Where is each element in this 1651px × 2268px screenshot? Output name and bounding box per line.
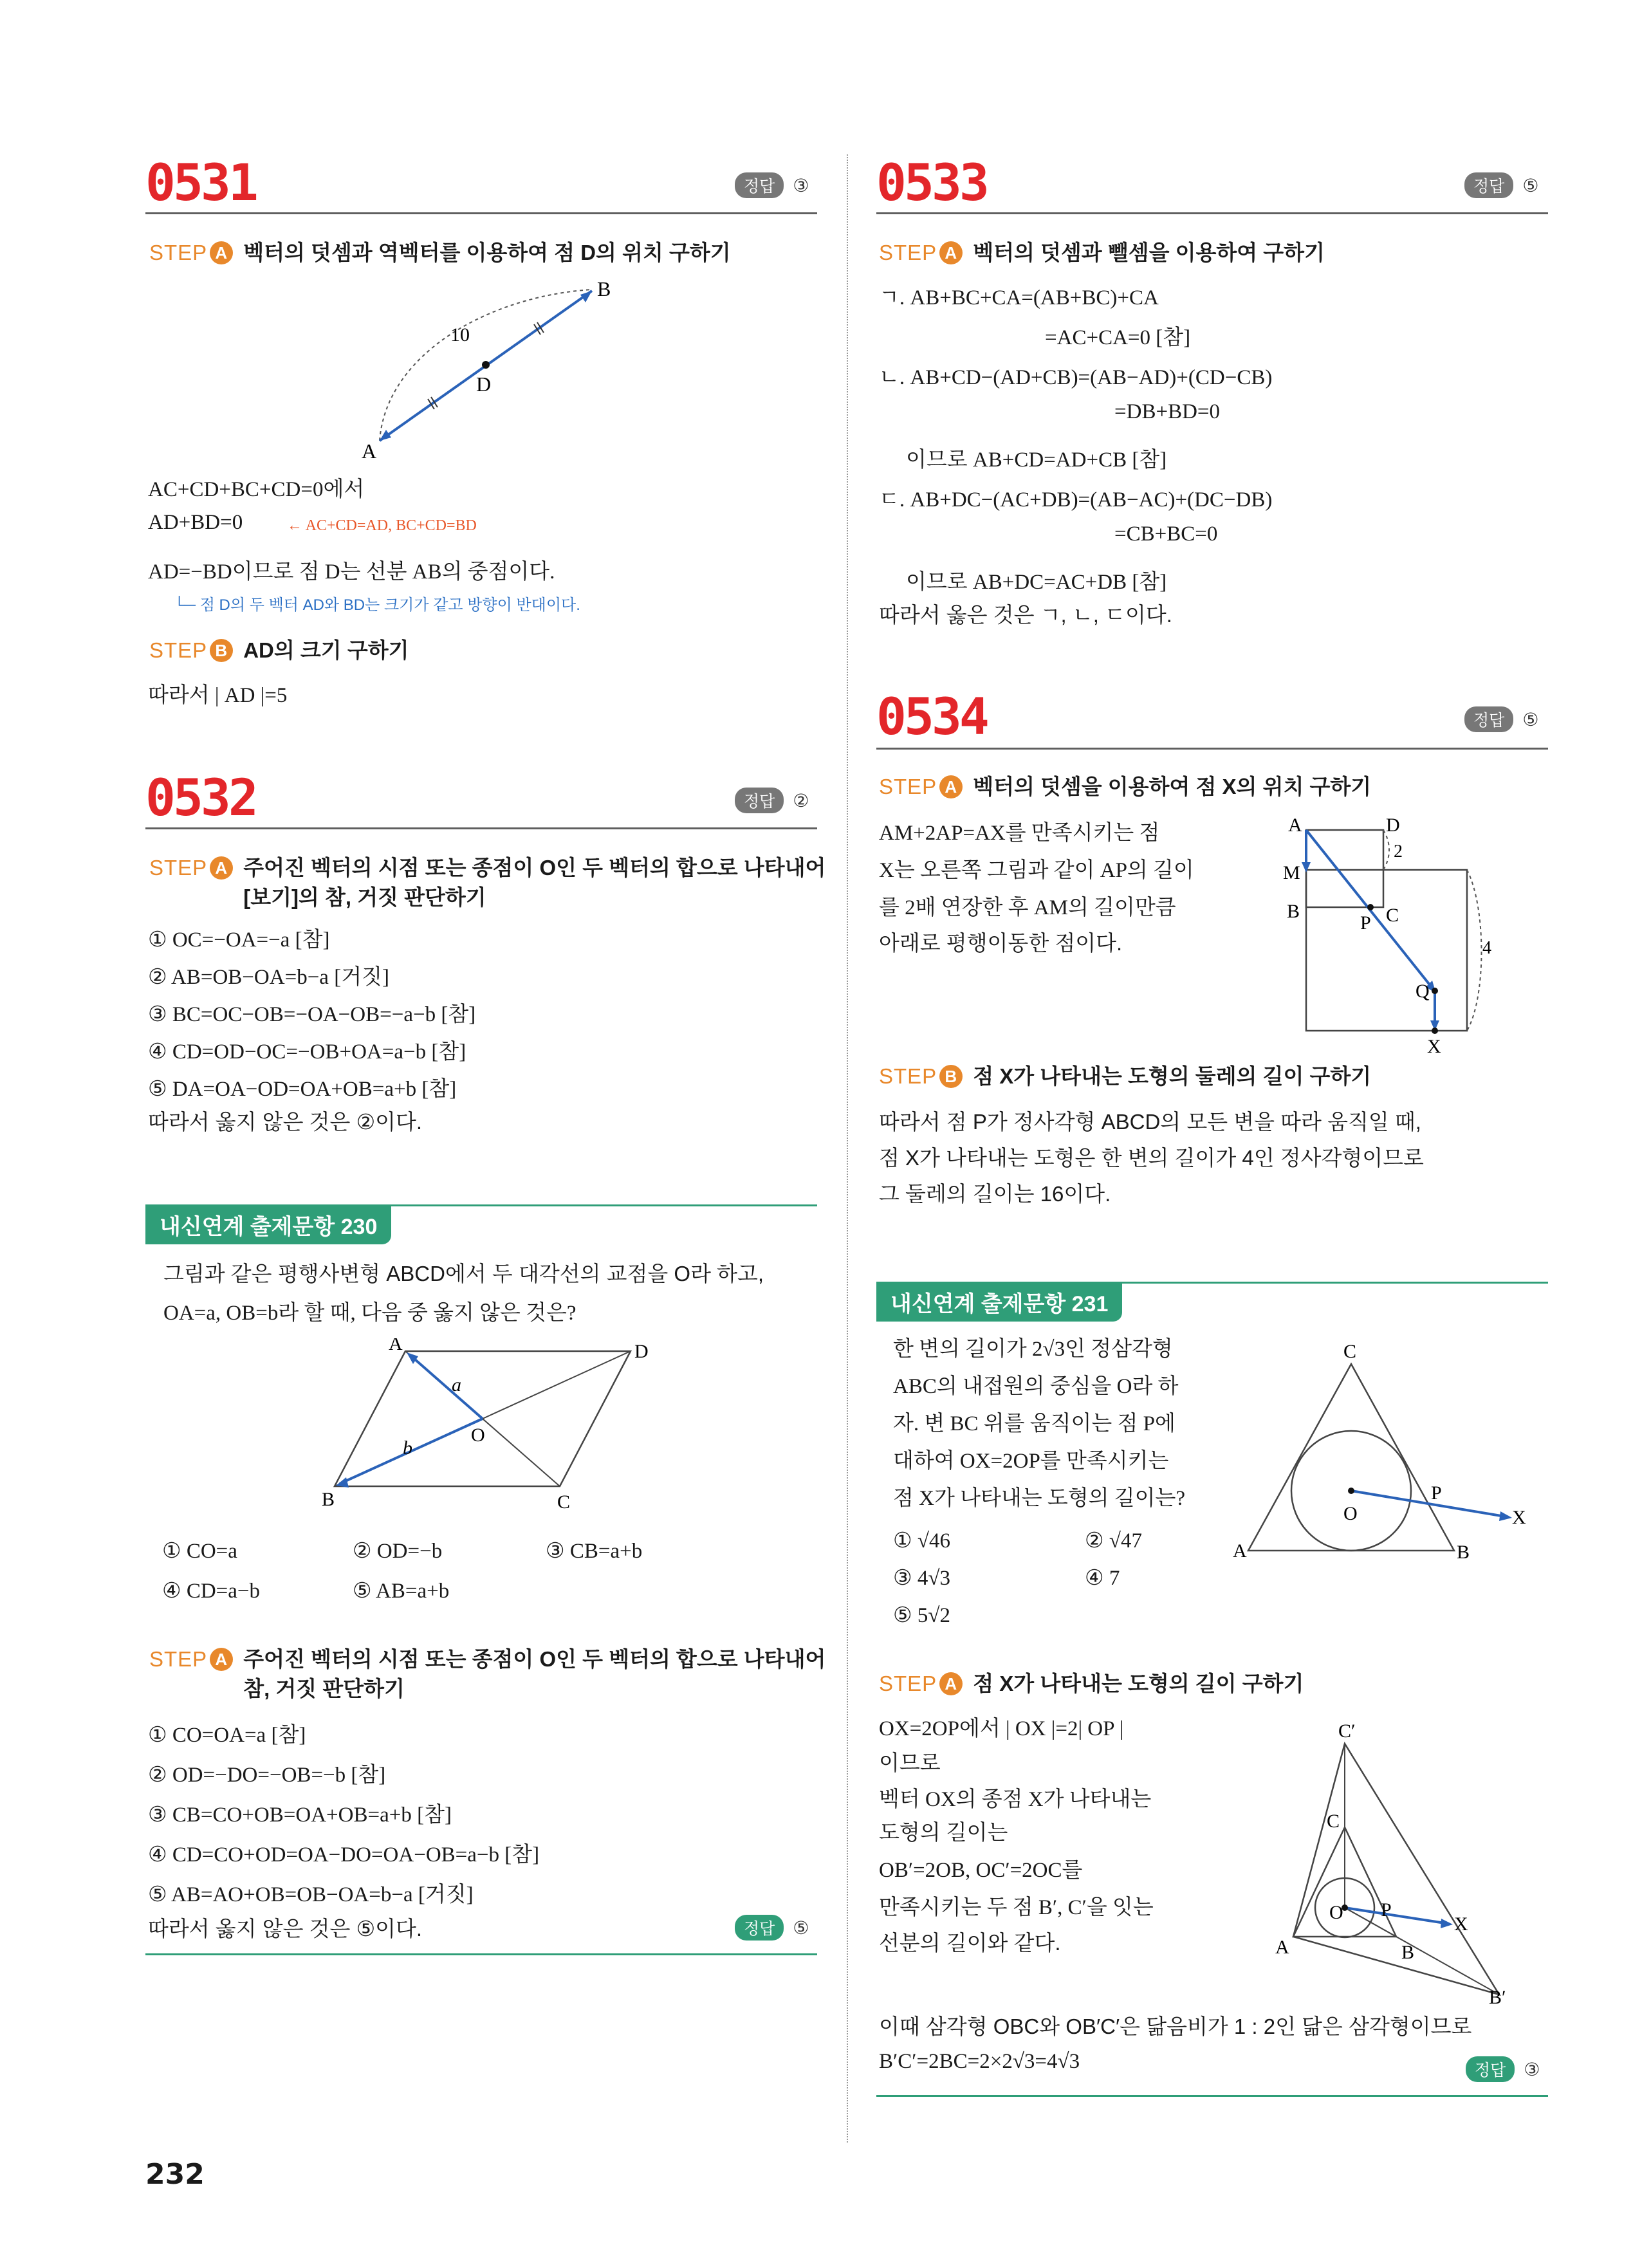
line-0531-2: AD+BD=0 <box>148 511 243 534</box>
step-a-0532 <box>149 853 826 912</box>
choice-230-1: ① CO=a <box>162 1540 237 1563</box>
answer-230 <box>735 1915 809 1941</box>
label-vec-b: b <box>403 1437 412 1459</box>
desc-0534-4: 아래로 평행이동한 점이다. <box>879 931 1123 955</box>
label-p: P <box>1431 1482 1442 1504</box>
step-title: 점 X가 나타내는 도형의 둘레의 길이 구하기 <box>973 1064 1372 1088</box>
box-bottom-rule <box>145 1953 817 1955</box>
step-label: STEP A <box>879 772 963 802</box>
desc-0534-1: AM+2AP=AX를 만족시키는 점 <box>879 822 1160 845</box>
line-230-4: ④ CD=CO+OD=OA−DO=OA−OB=a−b [참] <box>148 1843 540 1867</box>
q231-2: ABC의 내접원의 중심을 O라 하 <box>893 1375 1179 1398</box>
step-a-0533 <box>879 238 1325 268</box>
answer-tag: 정답 <box>1466 2056 1515 2082</box>
label-b-prime: B′ <box>1489 1987 1506 2007</box>
label-x: X <box>1512 1507 1526 1528</box>
figure-231-solution <box>1242 1711 1531 2007</box>
answer-value: ③ <box>793 175 809 196</box>
line-0532-5: ⑤ DA=OA−OD=OA+OB=a+b [참] <box>148 1078 457 1101</box>
step-title: 점 X가 나타내는 도형의 길이 구하기 <box>973 1672 1304 1695</box>
line-0531-1: AC+CD+BC+CD=0에서 <box>148 478 365 501</box>
line-230-2: ② OD=−DO=−OB=−b [참] <box>148 1764 386 1787</box>
step-b-0534 <box>879 1062 1371 1091</box>
answer-value: ⑤ <box>1522 709 1539 730</box>
line-0532-3: ③ BC=OC−OB=−OA−OB=−a−b [참] <box>148 1003 476 1026</box>
line-231-5: OB′=2OB, OC′=2OC를 <box>879 1859 1083 1882</box>
choice-230-2: ② OD=−b <box>353 1540 443 1563</box>
label-c-prime: C′ <box>1338 1720 1356 1742</box>
conclusion-0532: 따라서 옳지 않은 것은 ②이다. <box>148 1110 423 1134</box>
q230-2: OA=a, OB=b라 할 때, 다음 중 옳지 않은 것은? <box>163 1302 576 1325</box>
q231-1: 한 변의 길이가 2√3인 정삼각형 <box>893 1338 1173 1361</box>
label-x: X <box>1454 1913 1468 1935</box>
line-0533-7: =CB+BC=0 <box>1114 522 1218 546</box>
line-0534-2: 점 X가 나타내는 도형은 한 변의 길이가 4인 정사각형이므로 <box>879 1146 1424 1170</box>
line-231-6: 만족시키는 두 점 B′, C′을 잇는 <box>879 1896 1154 1919</box>
problem-number-0534: 0534 <box>876 688 987 746</box>
answer-0531 <box>735 172 809 198</box>
q230-1: 그림과 같은 평행사변형 ABCD에서 두 대각선의 교점을 O라 하고, <box>163 1262 764 1286</box>
label-o: O <box>1343 1503 1358 1524</box>
label-b: B <box>1457 1542 1470 1563</box>
line-0533-2: =AC+CA=0 [참] <box>1045 326 1191 349</box>
box-header: 내신연계 출제문항 231 <box>876 1282 1122 1322</box>
label-a: A <box>1233 1540 1247 1562</box>
label-2: 2 <box>1394 842 1403 862</box>
step-a-231 <box>879 1669 1304 1699</box>
answer-tag: 정답 <box>735 1915 784 1941</box>
line-0534-3: 그 둘레의 길이는 16이다. <box>879 1182 1111 1206</box>
line-0531-3: AD=−BD이므로 점 D는 선분 AB의 중점이다. <box>148 560 555 584</box>
desc-0534-2: X는 오른쪽 그림과 같이 AP의 길이 <box>879 859 1194 882</box>
choice-230-3: ③ CB=a+b <box>546 1540 643 1563</box>
line-231-end1: 이때 삼각형 OBC와 OB′C′은 닮음비가 1 : 2인 닮은 삼각형이므로 <box>879 2014 1472 2038</box>
label-a: A <box>1275 1937 1289 1958</box>
page-number: 232 <box>145 2158 205 2191</box>
problem-number-0531: 0531 <box>145 154 256 212</box>
line-0533-6: ㄷ. AB+DC−(AC+DB)=(AB−AC)+(DC−DB) <box>879 488 1273 512</box>
label-b: B <box>322 1489 335 1510</box>
answer-231 <box>1466 2056 1540 2082</box>
label-b: B <box>1287 901 1300 922</box>
line-0532-4: ④ CD=OD−OC=−OB+OA=a−b [참] <box>148 1040 466 1064</box>
label-o: O <box>1329 1902 1343 1923</box>
answer-value: ③ <box>1524 2059 1540 2079</box>
label-c: C <box>1327 1811 1340 1832</box>
desc-0534-3: 를 2배 연장한 후 AM의 길이만큼 <box>879 896 1176 919</box>
section-rule <box>145 827 817 829</box>
label-d: D <box>1386 815 1400 836</box>
line-0533-4: =DB+BD=0 <box>1114 400 1221 423</box>
label-m: M <box>1283 862 1300 883</box>
step-b-0531 <box>149 636 409 665</box>
step-title: 주어진 벡터의 시점 또는 종점이 O인 두 벡터의 합으로 나타내어 참, 거짓 판단하기 <box>243 1647 826 1701</box>
q231-5: 점 X가 나타내는 도형의 길이는? <box>893 1487 1186 1510</box>
section-rule <box>876 212 1548 214</box>
figure-231 <box>1222 1338 1544 1570</box>
line-0533-1: ㄱ. AB+BC+CA=(AB+BC)+CA <box>879 286 1159 309</box>
answer-value: ② <box>793 790 809 811</box>
line-230-3: ③ CB=CO+OB=OA+OB=a+b [참] <box>148 1803 452 1827</box>
label-d: D <box>634 1341 649 1362</box>
line-0533-3: ㄴ. AB+CD−(AD+CB)=(AB−AD)+(CD−CB) <box>879 366 1273 389</box>
answer-value: ⑤ <box>1522 175 1539 196</box>
step-label: STEP A <box>879 1669 963 1699</box>
answer-value: ⑤ <box>793 1917 809 1938</box>
answer-tag: 정답 <box>735 172 784 198</box>
label-p: P <box>1360 912 1371 934</box>
figure-0534 <box>1268 811 1512 1062</box>
label-d: D <box>476 373 492 396</box>
choice-231-5: ⑤ 5√2 <box>893 1604 950 1627</box>
label-c: C <box>1386 905 1399 926</box>
line-231-4: 도형의 길이는 <box>879 1820 1008 1844</box>
line-230-1: ① CO=OA=a [참] <box>148 1724 306 1747</box>
note-0531-3: └─ 점 D의 두 벡터 AD와 BD는 크기가 같고 방향이 반대이다. <box>174 596 580 614</box>
step-a-0531 <box>149 238 731 268</box>
choice-231-3: ③ 4√3 <box>893 1567 950 1590</box>
label-vec-a: a <box>452 1374 461 1396</box>
step-title: 주어진 벡터의 시점 또는 종점이 O인 두 벡터의 합으로 나타내어 [보기]의 참, 거짓 판단하기 <box>243 856 826 909</box>
label-b: B <box>1401 1942 1415 1963</box>
line-0531-4: 따라서 | AD |=5 <box>148 684 288 707</box>
step-label: STEP A <box>879 238 963 268</box>
related-problem-231 <box>876 1282 1548 1327</box>
line-231-3: 벡터 OX의 종점 X가 나타내는 <box>879 1788 1152 1811</box>
line-231-2: 이므로 <box>879 1751 941 1775</box>
step-a-0534 <box>879 772 1371 802</box>
box-bottom-rule <box>876 2095 1548 2097</box>
answer-0534 <box>1464 706 1538 732</box>
note-0531-2: ← AC+CD=AD, BC+CD=BD <box>287 517 477 534</box>
label-p: P <box>1381 1899 1392 1921</box>
problem-number-0533: 0533 <box>876 154 987 212</box>
line-230-5: ⑤ AB=AO+OB=OB−OA=b−a [거짓] <box>148 1883 474 1906</box>
line-231-end2: B′C′=2BC=2×2√3=4√3 <box>879 2050 1080 2073</box>
step-title: 벡터의 덧셈과 역벡터를 이용하여 점 D의 위치 구하기 <box>243 241 731 264</box>
step-a-230 <box>149 1645 826 1704</box>
answer-tag: 정답 <box>1464 172 1513 198</box>
answer-0533 <box>1464 172 1538 198</box>
line-231-1: OX=2OP에서 | OX |=2| OP | <box>879 1717 1124 1740</box>
step-title: 벡터의 덧셈과 뺄셈을 이용하여 구하기 <box>973 241 1325 264</box>
choice-230-4: ④ CD=a−b <box>162 1580 261 1603</box>
section-rule <box>876 748 1548 750</box>
label-a: A <box>362 439 377 463</box>
answer-tag: 정답 <box>1464 706 1513 732</box>
step-label: STEP A <box>149 1645 233 1674</box>
label-10: 10 <box>450 324 470 346</box>
step-title: AD의 크기 구하기 <box>243 638 409 662</box>
conclusion-230: 따라서 옳지 않은 것은 ⑤이다. <box>148 1917 423 1941</box>
q231-4: 대하여 OX=2OP를 만족시키는 <box>893 1450 1169 1473</box>
problem-number-0532: 0532 <box>145 770 256 827</box>
label-a: A <box>1288 815 1302 836</box>
step-title: 벡터의 덧셈을 이용하여 점 X의 위치 구하기 <box>973 775 1372 798</box>
label-c: C <box>1343 1341 1357 1362</box>
line-0532-1: ① OC=−OA=−a [참] <box>148 928 330 952</box>
label-a: A <box>389 1338 403 1354</box>
label-x: X <box>1427 1036 1441 1057</box>
label-b: B <box>597 277 611 300</box>
box-header: 내신연계 출제문항 230 <box>145 1204 391 1244</box>
figure-230 <box>322 1338 656 1512</box>
line-0533-5: 이므로 AB+CD=AD+CB [참] <box>906 448 1167 472</box>
figure-0531 <box>347 277 618 463</box>
label-o: O <box>471 1424 485 1446</box>
choice-231-4: ④ 7 <box>1085 1567 1120 1590</box>
choice-231-2: ② √47 <box>1085 1529 1142 1553</box>
line-0533-8: 이므로 AB+DC=AC+DB [참] <box>906 571 1167 594</box>
q231-3: 자. 변 BC 위를 움직이는 점 P에 <box>893 1412 1176 1435</box>
line-0533-9: 따라서 옳은 것은 ㄱ, ㄴ, ㄷ이다. <box>879 603 1172 627</box>
choice-230-5: ⑤ AB=a+b <box>353 1580 450 1603</box>
column-divider <box>847 154 848 2143</box>
answer-tag: 정답 <box>735 788 784 813</box>
label-4: 4 <box>1482 938 1491 958</box>
step-label: STEP B <box>149 636 233 665</box>
line-231-7: 선분의 길이와 같다. <box>879 1931 1061 1955</box>
label-c: C <box>557 1491 571 1512</box>
line-0534-1: 따라서 점 P가 정사각형 ABCD의 모든 변을 따라 움직일 때, <box>879 1110 1421 1134</box>
step-label: STEP B <box>879 1062 963 1091</box>
answer-0532 <box>735 788 809 813</box>
step-label: STEP A <box>149 238 233 268</box>
choice-231-1: ① √46 <box>893 1529 950 1553</box>
label-q: Q <box>1416 981 1430 1002</box>
step-label: STEP A <box>149 853 233 883</box>
section-rule <box>145 212 817 214</box>
line-0532-2: ② AB=OB−OA=b−a [거짓] <box>148 966 389 989</box>
